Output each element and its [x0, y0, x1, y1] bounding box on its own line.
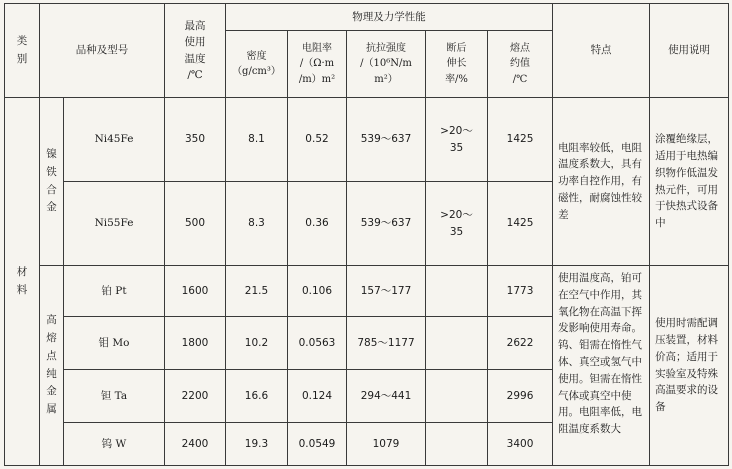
variety-cell: Ni55Fe [64, 182, 165, 266]
usage-cell: 使用时需配调压装置，材料价高；适用于实验室及特殊高温要求的设备 [650, 266, 729, 466]
resistivity-cell: 0.0563 [288, 317, 347, 370]
header-melting: 熔点 约值 /℃ [488, 31, 553, 98]
header-properties-group: 物理及力学性能 [226, 4, 553, 31]
header-category: 类别 [5, 4, 40, 98]
max-temp-cell: 500 [165, 182, 226, 266]
tensile-cell: 539～637 [347, 182, 426, 266]
tensile-cell: 785～1177 [347, 317, 426, 370]
variety-cell: 钨 W [64, 423, 165, 466]
density-cell: 8.3 [226, 182, 288, 266]
density-cell: 8.1 [226, 98, 288, 182]
elongation-cell [426, 317, 488, 370]
header-row-1 [5, 4, 729, 31]
category-cell: 材料 [5, 98, 40, 466]
header-elongation: 断后 伸长 率/% [426, 31, 488, 98]
heating-material-table [4, 3, 729, 466]
melting-cell: 3400 [488, 423, 553, 466]
melting-cell: 1425 [488, 182, 553, 266]
density-cell: 19.3 [226, 423, 288, 466]
group-name-cell: 镍铁合金 [40, 98, 64, 266]
resistivity-cell: 0.0549 [288, 423, 347, 466]
resistivity-cell: 0.124 [288, 370, 347, 423]
header-features: 特点 [553, 4, 650, 98]
table-row [5, 98, 729, 182]
density-cell: 21.5 [226, 266, 288, 317]
elongation-cell [426, 423, 488, 466]
resistivity-cell: 0.52 [288, 98, 347, 182]
melting-cell: 1773 [488, 266, 553, 317]
max-temp-cell: 1600 [165, 266, 226, 317]
density-cell: 10.2 [226, 317, 288, 370]
usage-cell: 涂覆绝缘层，适用于电热编织物作低温发热元件，可用于快热式设备中 [650, 98, 729, 266]
melting-cell: 2622 [488, 317, 553, 370]
header-variety: 品种及型号 [40, 4, 165, 98]
resistivity-cell: 0.106 [288, 266, 347, 317]
header-tensile: 抗拉强度 /（10⁶N/m m²） [347, 31, 426, 98]
max-temp-cell: 350 [165, 98, 226, 182]
max-temp-cell: 2400 [165, 423, 226, 466]
group-name-cell: 高熔点纯金属 [40, 266, 64, 466]
melting-cell: 2996 [488, 370, 553, 423]
variety-cell: 钽 Ta [64, 370, 165, 423]
elongation-cell: >20～ 35 [426, 98, 488, 182]
variety-cell: Ni45Fe [64, 98, 165, 182]
max-temp-cell: 2200 [165, 370, 226, 423]
variety-cell: 钼 Mo [64, 317, 165, 370]
tensile-cell: 1079 [347, 423, 426, 466]
variety-cell: 铂 Pt [64, 266, 165, 317]
header-usage: 使用说明 [650, 4, 729, 98]
header-max-temp: 最高 使用 温度 /℃ [165, 4, 226, 98]
header-resistivity: 电阻率 /（Ω·m /m）m² [288, 31, 347, 98]
header-density: 密度 （g/cm³） [226, 31, 288, 98]
resistivity-cell: 0.36 [288, 182, 347, 266]
max-temp-cell: 1800 [165, 317, 226, 370]
elongation-cell: >20～ 35 [426, 182, 488, 266]
tensile-cell: 294～441 [347, 370, 426, 423]
melting-cell: 1425 [488, 98, 553, 182]
tensile-cell: 539～637 [347, 98, 426, 182]
tensile-cell: 157～177 [347, 266, 426, 317]
density-cell: 16.6 [226, 370, 288, 423]
elongation-cell [426, 266, 488, 317]
features-cell: 使用温度高，铂可在空气中作用，其氧化物在高温下挥发影响使用寿命。钨、钼需在惰性气体、真空或氢气中使用。钽需在惰性气体或真空中使用。电阻率低，电阻温度系数大 [553, 266, 650, 466]
table-row [5, 266, 729, 317]
features-cell: 电阻率较低，电阻温度系数大，具有功率自控作用，有磁性，耐腐蚀性较差 [553, 98, 650, 266]
elongation-cell [426, 370, 488, 423]
